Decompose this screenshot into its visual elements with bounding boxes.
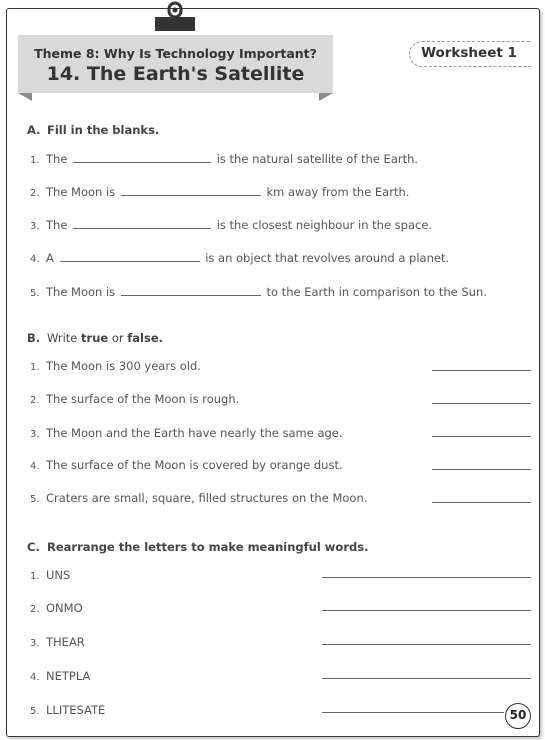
word-item-5: 5. LLITESATE: [30, 703, 106, 717]
theme-label: Theme 8: Why Is Technology Important?: [34, 46, 317, 61]
section-b-heading: B. Write true or false.: [27, 331, 163, 345]
section-a-heading: A. Fill in the blanks.: [27, 123, 160, 137]
blank-field[interactable]: [121, 284, 261, 296]
fill-item-5: 5. The Moon is to the Earth in comparison to the Sun.: [30, 285, 487, 299]
tf-item-2: 2. The surface of the Moon is rough.: [30, 392, 240, 406]
clip-icon: [153, 0, 197, 32]
worksheet-tag: [409, 41, 531, 67]
section-c-heading: C. Rearrange the letters to make meaningful words.: [27, 540, 369, 554]
word-item-4: 4. NETPLA: [30, 669, 91, 683]
tf-item-5: 5. Craters are small, square, filled structures on the Moon.: [30, 491, 368, 505]
blank-field[interactable]: [73, 217, 211, 229]
tf-item-3: 3. The Moon and the Earth have nearly the same age.: [30, 426, 343, 440]
title-banner: [18, 35, 333, 100]
tf-item-4: 4. The surface of the Moon is covered by orange dust.: [30, 458, 343, 472]
page-title: 14. The Earth's Satellite: [46, 63, 305, 85]
answer-line[interactable]: [322, 644, 531, 645]
blank-field[interactable]: [73, 151, 211, 163]
page-number: 50: [505, 703, 531, 729]
blank-field[interactable]: [121, 184, 261, 196]
fill-item-4: 4. A is an object that revolves around a planet.: [30, 251, 450, 265]
blank-field[interactable]: [60, 250, 200, 262]
answer-line[interactable]: [432, 370, 531, 371]
answer-line[interactable]: [432, 436, 531, 437]
fill-item-2: 2. The Moon is km away from the Earth.: [30, 185, 410, 199]
answer-line[interactable]: [322, 678, 531, 679]
answer-line[interactable]: [432, 469, 531, 470]
answer-line[interactable]: [322, 577, 531, 578]
answer-line[interactable]: [432, 403, 531, 404]
answer-line[interactable]: [432, 502, 531, 503]
word-item-3: 3. THEAR: [30, 635, 85, 649]
answer-line[interactable]: [322, 712, 504, 713]
fill-item-3: 3. The is the closest neighbour in the space.: [30, 218, 433, 232]
word-item-1: 1. UNS: [30, 568, 71, 582]
fill-item-1: 1. The is the natural satellite of the Earth.: [30, 152, 419, 166]
worksheet-label: Worksheet 1: [421, 45, 517, 61]
answer-line[interactable]: [322, 610, 531, 611]
word-item-2: 2. ONMO: [30, 601, 83, 615]
tf-item-1: 1. The Moon is 300 years old.: [30, 359, 201, 373]
